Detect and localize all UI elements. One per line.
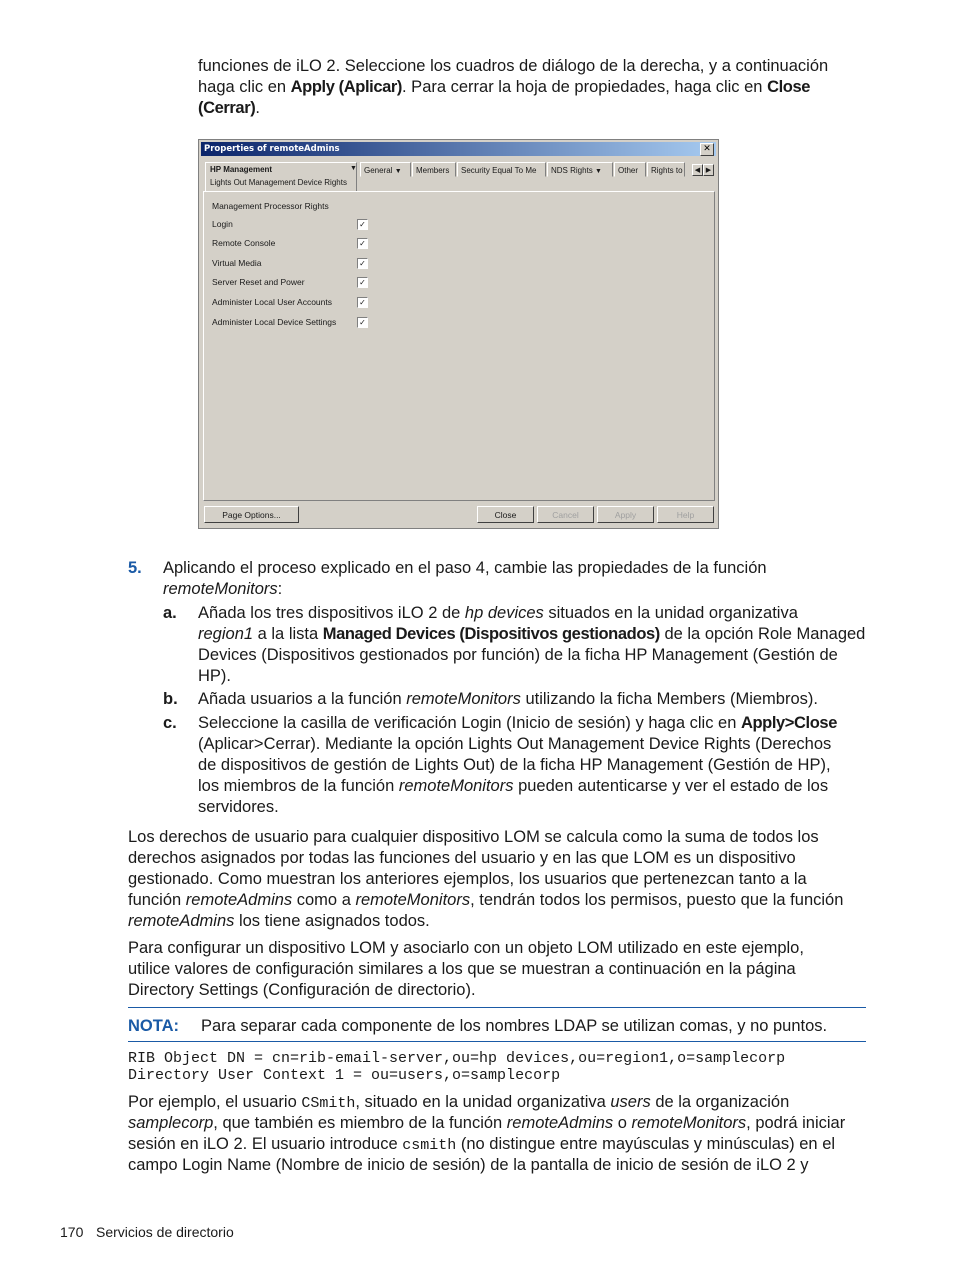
checkbox-remote-console[interactable]: ✓ bbox=[357, 238, 368, 249]
code-line: Directory User Context 1 = ou=users,o=samplecorp bbox=[128, 1067, 561, 1084]
tab-label: HP Management bbox=[210, 165, 273, 174]
step-number: 5. bbox=[128, 559, 142, 577]
intro-line: (Cerrar). bbox=[198, 99, 260, 117]
paragraph-line: utilice valores de configuración similares a los que se muestran a continuación en la página bbox=[128, 960, 796, 978]
step-text: Aplicando el proceso explicado en el paso 4, cambie las propiedades de la función bbox=[163, 559, 767, 577]
tab-members[interactable]: Members bbox=[412, 162, 456, 177]
substep-text: Añada usuarios a la función remoteMonitors utilizando la ficha Members (Miembros). bbox=[198, 690, 818, 708]
checkbox-virtual-media[interactable]: ✓ bbox=[357, 258, 368, 269]
close-button[interactable]: Close bbox=[477, 506, 534, 523]
tab-rights-to[interactable]: Rights to bbox=[647, 162, 685, 177]
section-title: Management Processor Rights bbox=[212, 201, 329, 211]
paragraph-line: campo Login Name (Nombre de inicio de sesión) de la pantalla de inicio de sesión de iLO 2 y bbox=[128, 1156, 809, 1174]
paragraph-line: Para configurar un dispositivo LOM y asociarlo con un objeto LOM utilizado en este ejemplo, bbox=[128, 939, 804, 957]
checkbox-server-reset[interactable]: ✓ bbox=[357, 277, 368, 288]
chevron-down-icon: ▼ bbox=[394, 168, 402, 175]
substep-marker: a. bbox=[163, 604, 177, 622]
tab-nds-rights[interactable]: NDS Rights ▼ bbox=[547, 162, 613, 177]
substep-text: Seleccione la casilla de verificación Login (Inicio de sesión) y haga clic en Apply>Close bbox=[198, 714, 837, 732]
checkbox-admin-settings[interactable]: ✓ bbox=[357, 317, 368, 328]
substep-text: HP). bbox=[198, 667, 231, 685]
apply-button[interactable]: Apply bbox=[597, 506, 654, 523]
checkbox-login[interactable]: ✓ bbox=[357, 219, 368, 230]
paragraph-line: sesión en iLO 2. El usuario introduce csmith (no distingue entre mayúsculas y minúsculas) en el bbox=[128, 1135, 836, 1154]
chevron-down-icon: ▼ bbox=[350, 165, 357, 172]
substep-text: de dispositivos de gestión de Lights Out) de la ficha HP Management (Gestión de HP), bbox=[198, 756, 831, 774]
tab-security-equal[interactable]: Security Equal To Me bbox=[457, 162, 546, 177]
note-top-rule bbox=[128, 1007, 866, 1008]
paragraph-line: función remoteAdmins como a remoteMonitors, tendrán todos los permisos, puesto que la función bbox=[128, 891, 844, 909]
cancel-button[interactable]: Cancel bbox=[537, 506, 594, 523]
substep-text: Devices (Dispositivos gestionados por función) de la ficha HP Management (Gestión de bbox=[198, 646, 838, 664]
paragraph-line: gestionado. Como muestran los anteriores ejemplos, los usuarios que pertenezcan tanto a la bbox=[128, 870, 807, 888]
substep-text: region1 a la lista Managed Devices (Dispositivos gestionados) de la opción Role Managed bbox=[198, 625, 866, 643]
paragraph-line: derechos asignados por todas las funciones del usuario y en las que LOM es un dispositivo bbox=[128, 849, 796, 867]
substep-text: los miembros de la función remoteMonitors pueden autenticarse y ver el estado de los bbox=[198, 777, 829, 795]
substep-text: (Aplicar>Cerrar). Mediante la opción Lights Out Management Device Rights (Derechos bbox=[198, 735, 832, 753]
right-label-admin-users: Administer Local User Accounts bbox=[212, 297, 332, 307]
right-label-remote-console: Remote Console bbox=[212, 238, 276, 248]
paragraph-line: samplecorp, que también es miembro de la función remoteAdmins o remoteMonitors, podrá iniciar bbox=[128, 1114, 846, 1132]
right-label-login: Login bbox=[212, 219, 233, 229]
step-text: remoteMonitors: bbox=[163, 580, 283, 598]
intro-line: funciones de iLO 2. Seleccione los cuadros de diálogo de la derecha, y a continuación bbox=[198, 57, 829, 75]
note-bottom-rule bbox=[128, 1041, 866, 1042]
paragraph-line: Directory Settings (Configuración de directorio). bbox=[128, 981, 476, 999]
note-label: NOTA: bbox=[128, 1017, 180, 1035]
substep-marker: b. bbox=[163, 690, 178, 708]
substep-text: servidores. bbox=[198, 798, 279, 816]
checkbox-admin-users[interactable]: ✓ bbox=[357, 297, 368, 308]
code-line: RIB Object DN = cn=rib-email-server,ou=hp devices,ou=region1,o=samplecorp bbox=[128, 1050, 786, 1067]
tab-sublabel: Lights Out Management Device Rights bbox=[210, 178, 347, 187]
footer-section: Servicios de directorio bbox=[96, 1224, 234, 1240]
paragraph-line: Por ejemplo, el usuario CSmith, situado en la unidad organizativa users de la organización bbox=[128, 1093, 790, 1112]
tab-general[interactable]: General ▼ bbox=[360, 162, 411, 177]
substep-text: Añada los tres dispositivos iLO 2 de hp devices situados en la unidad organizativa bbox=[198, 604, 798, 622]
tab-other[interactable]: Other bbox=[614, 162, 646, 177]
close-icon[interactable]: ✕ bbox=[700, 143, 714, 156]
note-text: Para separar cada componente de los nombres LDAP se utilizan comas, y no puntos. bbox=[201, 1017, 828, 1035]
paragraph-line: Los derechos de usuario para cualquier dispositivo LOM se calcula como la suma de todos los bbox=[128, 828, 819, 846]
right-label-admin-settings: Administer Local Device Settings bbox=[212, 317, 337, 327]
intro-line: haga clic en Apply (Aplicar). Para cerrar la hoja de propiedades, haga clic en Close bbox=[198, 78, 811, 96]
right-label-server-reset: Server Reset and Power bbox=[212, 277, 305, 287]
chevron-down-icon: ▼ bbox=[595, 168, 602, 175]
tab-hp-management[interactable] bbox=[205, 162, 357, 192]
dialog-title: Properties of remoteAdmins bbox=[201, 142, 716, 156]
page-options-button[interactable]: Page Options... bbox=[204, 506, 299, 523]
page-number: 170 bbox=[60, 1224, 84, 1240]
substep-marker: c. bbox=[163, 714, 177, 732]
help-button[interactable]: Help bbox=[657, 506, 714, 523]
scroll-left-icon[interactable]: ◀ bbox=[692, 164, 703, 176]
tab-panel bbox=[203, 191, 715, 501]
scroll-right-icon[interactable]: ▶ bbox=[703, 164, 714, 176]
paragraph-line: remoteAdmins los tiene asignados todos. bbox=[128, 912, 430, 930]
right-label-virtual-media: Virtual Media bbox=[212, 258, 262, 268]
